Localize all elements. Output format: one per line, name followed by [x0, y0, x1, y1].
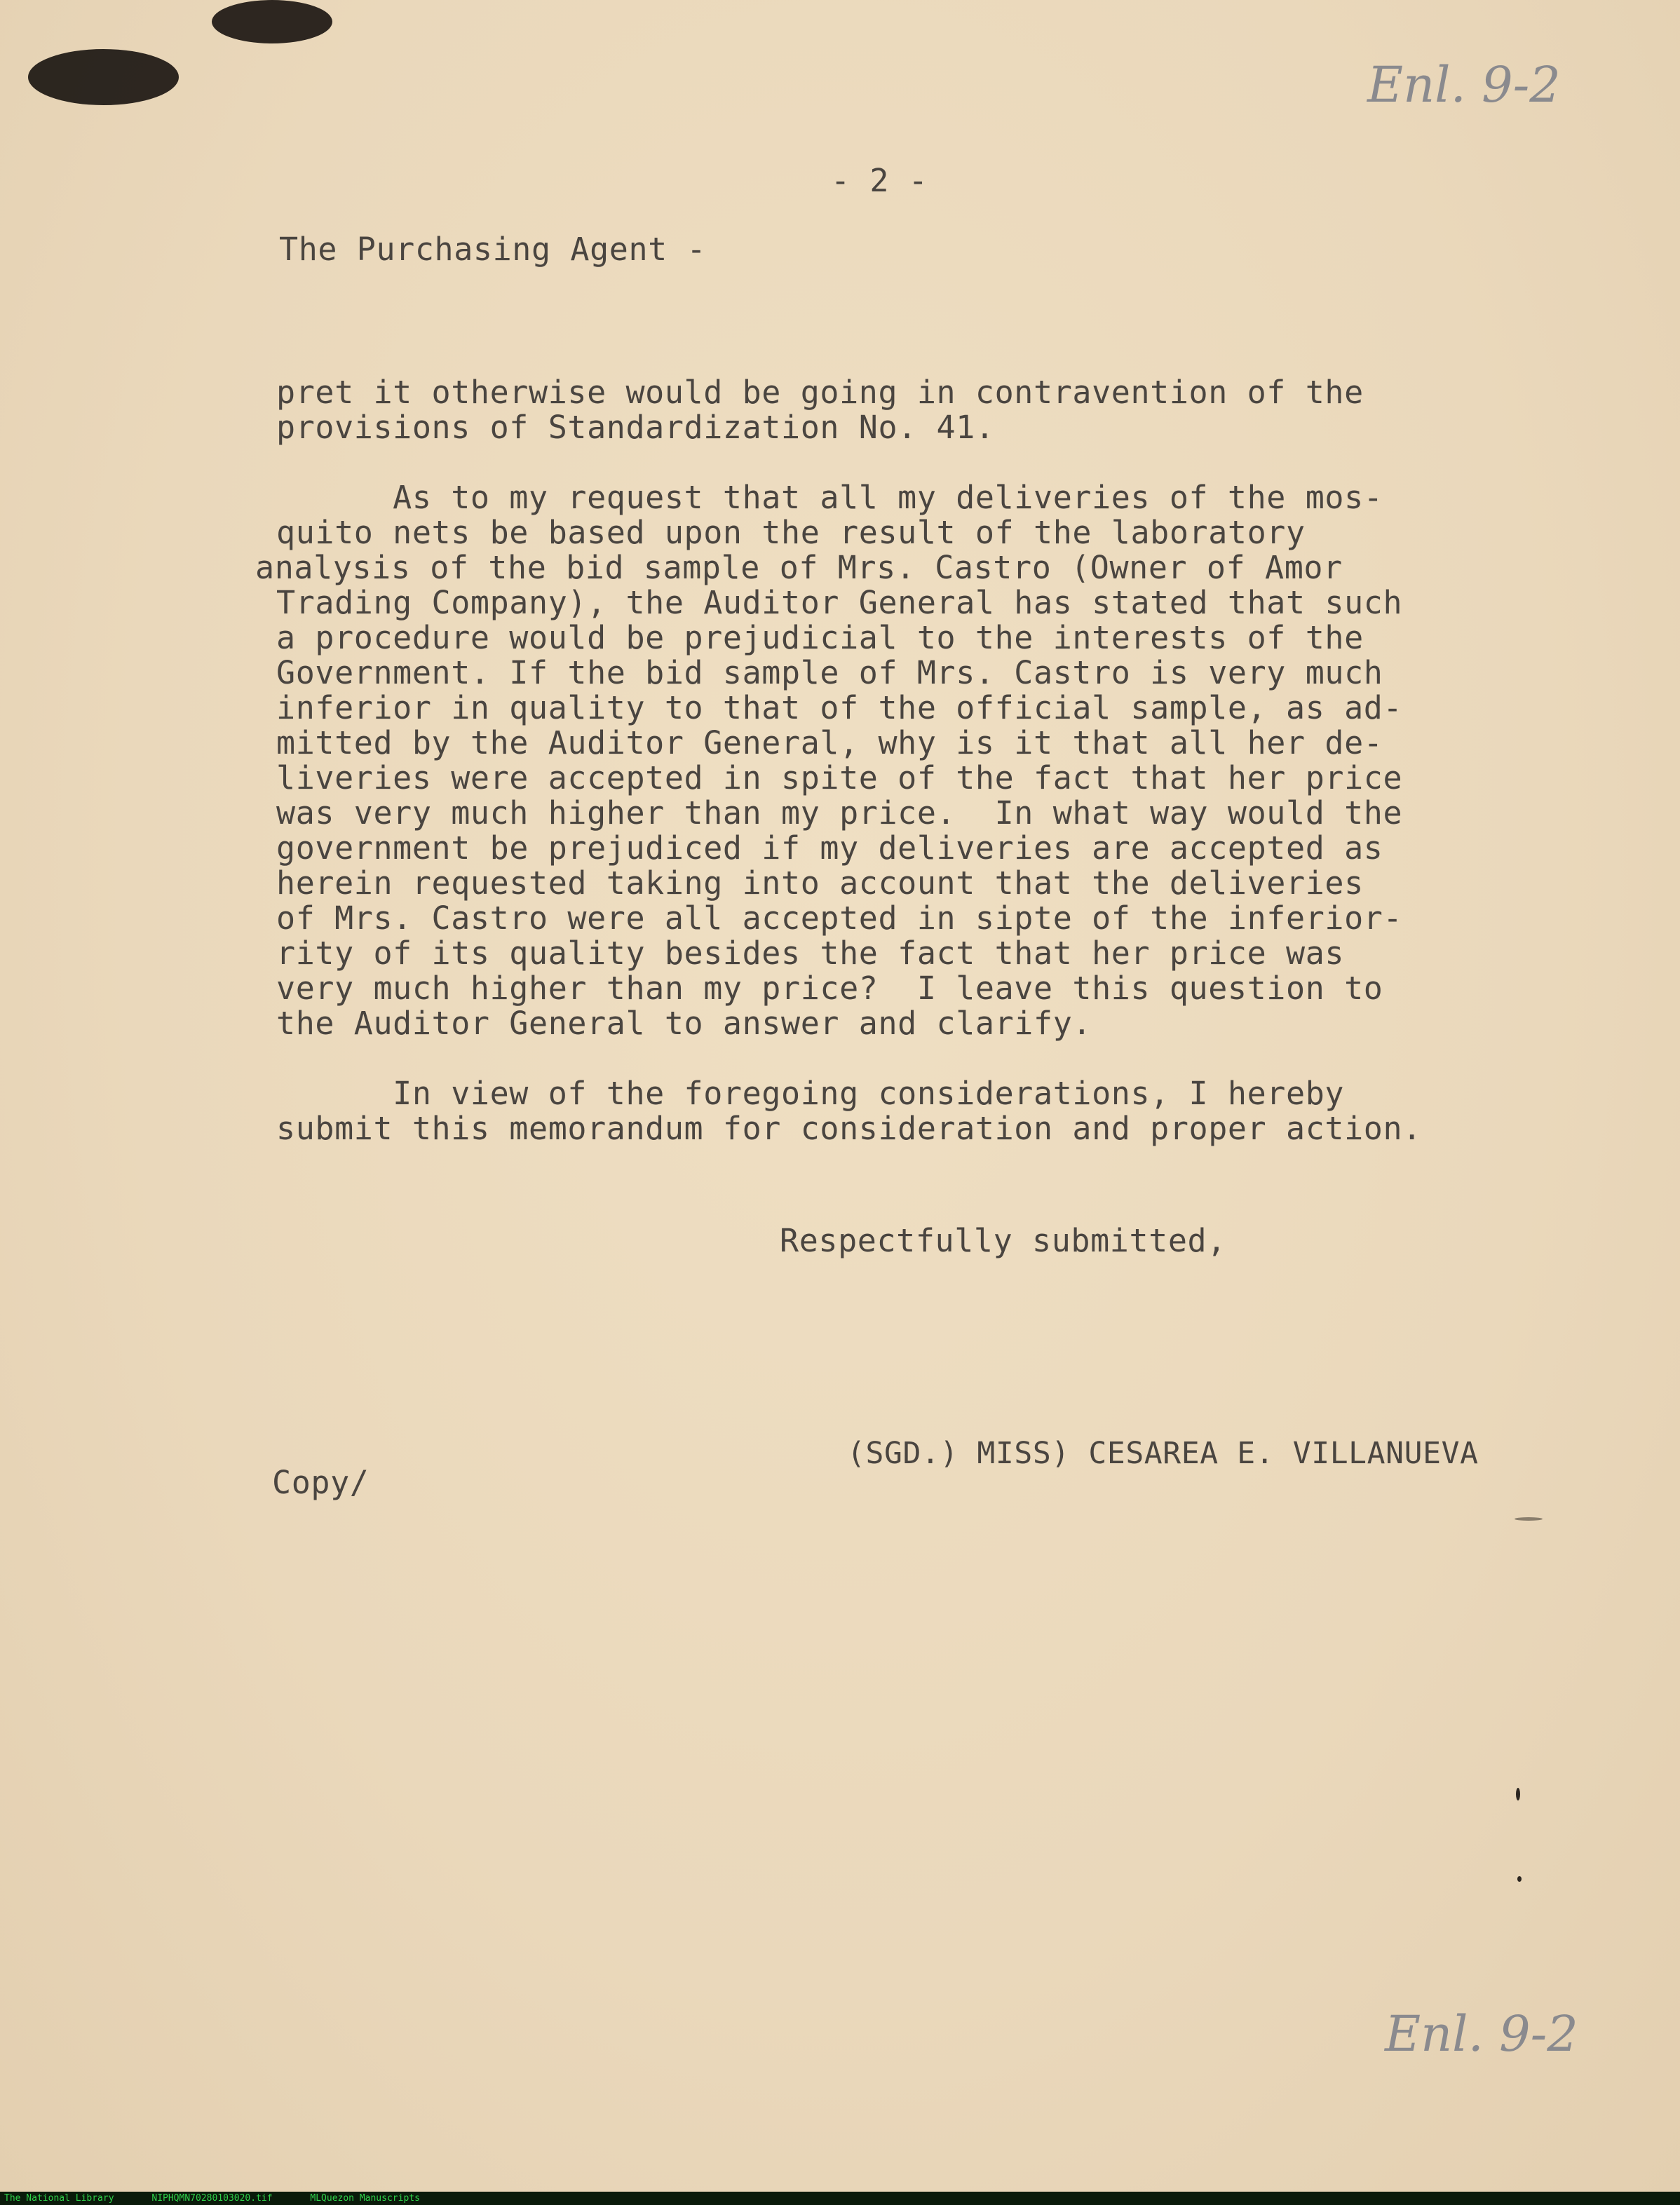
ink-stain — [28, 49, 179, 105]
text-line: government be prejudiced if my deliveries are accepted as — [276, 829, 1383, 867]
text-line: was very much higher than my price. In what way would the — [276, 794, 1403, 832]
text-line: Government. If the bid sample of Mrs. Castro is very much — [276, 654, 1383, 691]
copy-mark: Copy/ — [272, 1464, 370, 1501]
text-line: herein requested taking into account that the deliveries — [276, 864, 1364, 902]
speck — [1515, 1517, 1543, 1521]
scan-footer — [0, 2192, 1680, 2205]
closing-line: Respectfully submitted, — [780, 1222, 1226, 1259]
handwritten-annotation-top: Enl. 9-2 — [1367, 56, 1561, 114]
text-line: rity of its quality besides the fact that her price was — [276, 935, 1345, 972]
paragraph — [255, 479, 1538, 1042]
text-line: As to my request that all my deliveries of the mos- — [276, 479, 1383, 516]
addressee-line: The Purchasing Agent - — [279, 231, 707, 268]
text-line: Trading Company), the Auditor General has stated that such — [276, 584, 1403, 621]
text-line: inferior in quality to that of the official sample, as ad- — [276, 689, 1403, 726]
signature-line: (SGD.) MISS) CESAREA E. VILLANUEVA — [847, 1436, 1479, 1471]
text-line: provisions of Standardization No. 41. — [276, 409, 995, 446]
text-line: submit this memorandum for consideration and proper action. — [276, 1110, 1422, 1147]
speck — [1517, 1876, 1522, 1882]
paragraph — [276, 1076, 1538, 1146]
text-line: of Mrs. Castro were all accepted in sipte of the inferior- — [276, 900, 1403, 937]
text-line: very much higher than my price? I leave this question to — [276, 970, 1383, 1007]
paragraph — [276, 375, 1538, 445]
text-line: the Auditor General to answer and clarify. — [276, 1005, 1092, 1042]
text-line: pret it otherwise would be going in contravention of the — [276, 374, 1364, 411]
memo-body — [255, 374, 1538, 1147]
footer-file: NIPHQMN70280103020.tif — [151, 2193, 273, 2204]
text-line: mitted by the Auditor General, why is it that all her de- — [276, 724, 1383, 761]
text-line: analysis of the bid sample of Mrs. Castro (Owner of Amor — [255, 549, 1343, 586]
text-line: quito nets be based upon the result of the laboratory — [276, 514, 1306, 551]
text-line: liveries were accepted in spite of the fact that her price — [276, 759, 1403, 796]
page-number: - 2 - — [831, 162, 928, 199]
text-line: a procedure would be prejudicial to the interests of the — [276, 619, 1364, 656]
footer-library: The National Library — [4, 2193, 114, 2204]
speck — [1516, 1788, 1520, 1800]
footer-collection: MLQuezon Manuscripts — [310, 2193, 420, 2204]
ink-stain — [212, 0, 332, 43]
handwritten-annotation-bottom: Enl. 9-2 — [1385, 2005, 1578, 2063]
text-line: In view of the foregoing considerations, I hereby — [276, 1075, 1345, 1112]
